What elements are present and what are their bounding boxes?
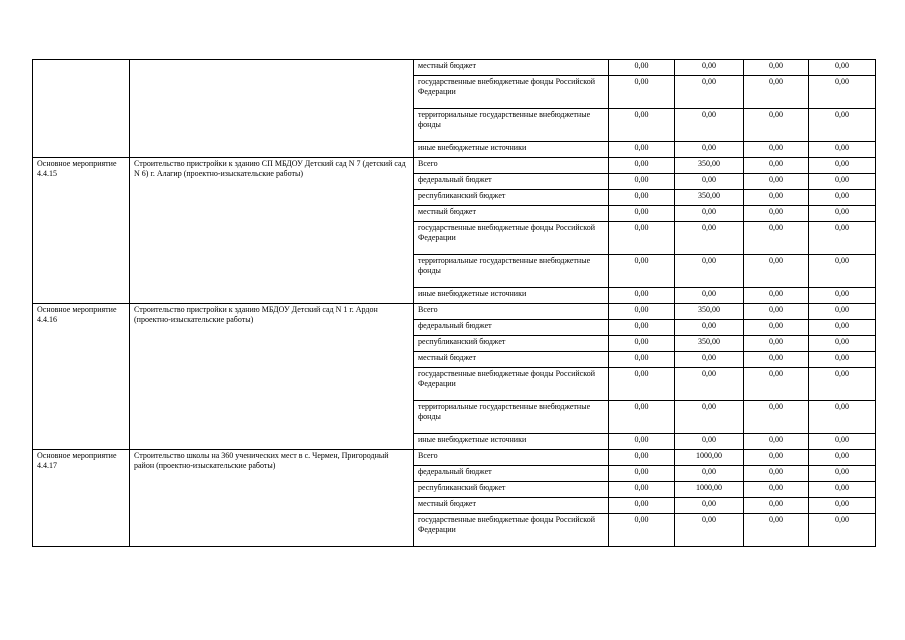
amount-cell: 0,00 (609, 336, 675, 352)
amount-cell: 0,00 (609, 434, 675, 450)
amount-cell: 0,00 (744, 222, 809, 255)
funding-source-cell: государственные внебюджетные фонды Российской Федерации (414, 514, 609, 547)
table-row (33, 304, 876, 320)
amount-cell: 0,00 (609, 498, 675, 514)
amount-cell: 0,00 (809, 466, 876, 482)
amount-cell: 0,00 (744, 304, 809, 320)
table-row (33, 158, 876, 174)
amount-cell: 0,00 (609, 206, 675, 222)
amount-cell: 0,00 (675, 352, 744, 368)
amount-cell: 0,00 (744, 450, 809, 466)
event-cell (33, 60, 130, 158)
event-cell: Основное мероприятие 4.4.17 (33, 450, 130, 547)
amount-cell: 0,00 (744, 190, 809, 206)
amount-cell: 0,00 (609, 514, 675, 547)
amount-cell: 0,00 (609, 352, 675, 368)
amount-cell: 350,00 (675, 190, 744, 206)
amount-cell: 0,00 (609, 288, 675, 304)
funding-source-cell: Всего (414, 450, 609, 466)
amount-cell: 0,00 (809, 304, 876, 320)
funding-source-cell: Всего (414, 304, 609, 320)
amount-cell: 0,00 (675, 434, 744, 450)
amount-cell: 0,00 (744, 60, 809, 76)
amount-cell: 0,00 (609, 466, 675, 482)
amount-cell: 0,00 (809, 288, 876, 304)
budget-table (32, 59, 876, 547)
funding-source-cell: федеральный бюджет (414, 320, 609, 336)
funding-source-cell: государственные внебюджетные фонды Российской Федерации (414, 368, 609, 401)
funding-source-cell: территориальные государственные внебюджетные фонды (414, 109, 609, 142)
amount-cell: 0,00 (744, 498, 809, 514)
amount-cell: 0,00 (609, 158, 675, 174)
amount-cell: 0,00 (809, 206, 876, 222)
amount-cell: 0,00 (609, 109, 675, 142)
amount-cell: 0,00 (675, 174, 744, 190)
amount-cell: 0,00 (744, 434, 809, 450)
funding-source-cell: республиканский бюджет (414, 482, 609, 498)
amount-cell: 0,00 (675, 401, 744, 434)
amount-cell: 0,00 (809, 482, 876, 498)
amount-cell: 0,00 (609, 222, 675, 255)
amount-cell: 0,00 (609, 174, 675, 190)
project-name-cell: Строительство школы на 360 ученических мест в с. Чермен, Пригородный район (проектно-изыскательские работы) (130, 450, 414, 547)
amount-cell: 0,00 (609, 320, 675, 336)
amount-cell: 0,00 (609, 368, 675, 401)
amount-cell: 0,00 (809, 76, 876, 109)
event-cell: Основное мероприятие 4.4.16 (33, 304, 130, 450)
amount-cell: 0,00 (809, 142, 876, 158)
amount-cell: 0,00 (609, 482, 675, 498)
funding-source-cell: федеральный бюджет (414, 466, 609, 482)
amount-cell: 0,00 (809, 158, 876, 174)
amount-cell: 0,00 (744, 336, 809, 352)
amount-cell: 0,00 (675, 60, 744, 76)
funding-source-cell: республиканский бюджет (414, 336, 609, 352)
funding-source-cell: иные внебюджетные источники (414, 434, 609, 450)
amount-cell: 0,00 (744, 514, 809, 547)
amount-cell: 0,00 (744, 255, 809, 288)
amount-cell: 0,00 (675, 76, 744, 109)
funding-source-cell: иные внебюджетные источники (414, 288, 609, 304)
amount-cell: 0,00 (809, 174, 876, 190)
amount-cell: 0,00 (744, 466, 809, 482)
amount-cell: 0,00 (809, 450, 876, 466)
amount-cell: 0,00 (675, 368, 744, 401)
amount-cell: 0,00 (675, 109, 744, 142)
amount-cell: 0,00 (675, 142, 744, 158)
project-name-cell: Строительство пристройки к зданию СП МБДОУ Детский сад N 7 (детский сад N 6) г. Алагир (проектно-изыскательские работы) (130, 158, 414, 304)
project-name-cell (130, 60, 414, 158)
amount-cell: 0,00 (744, 368, 809, 401)
amount-cell: 0,00 (809, 222, 876, 255)
table-row (33, 450, 876, 466)
funding-source-cell: местный бюджет (414, 352, 609, 368)
amount-cell: 0,00 (744, 76, 809, 109)
amount-cell: 0,00 (809, 109, 876, 142)
amount-cell: 0,00 (609, 142, 675, 158)
amount-cell: 0,00 (809, 434, 876, 450)
amount-cell: 0,00 (809, 514, 876, 547)
amount-cell: 0,00 (609, 76, 675, 109)
amount-cell: 0,00 (744, 352, 809, 368)
funding-source-cell: территориальные государственные внебюджетные фонды (414, 255, 609, 288)
amount-cell: 0,00 (609, 190, 675, 206)
amount-cell: 0,00 (744, 174, 809, 190)
amount-cell: 0,00 (675, 222, 744, 255)
event-cell: Основное мероприятие 4.4.15 (33, 158, 130, 304)
amount-cell: 0,00 (675, 288, 744, 304)
amount-cell: 0,00 (809, 336, 876, 352)
amount-cell: 0,00 (675, 466, 744, 482)
amount-cell: 0,00 (675, 498, 744, 514)
amount-cell: 350,00 (675, 336, 744, 352)
amount-cell: 0,00 (744, 320, 809, 336)
funding-source-cell: местный бюджет (414, 498, 609, 514)
amount-cell: 0,00 (809, 368, 876, 401)
amount-cell: 0,00 (609, 401, 675, 434)
amount-cell: 0,00 (809, 190, 876, 206)
amount-cell: 0,00 (609, 450, 675, 466)
amount-cell: 1000,00 (675, 482, 744, 498)
amount-cell: 0,00 (809, 352, 876, 368)
amount-cell: 1000,00 (675, 450, 744, 466)
funding-source-cell: местный бюджет (414, 206, 609, 222)
amount-cell: 0,00 (809, 320, 876, 336)
funding-source-cell: государственные внебюджетные фонды Российской Федерации (414, 76, 609, 109)
amount-cell: 0,00 (809, 255, 876, 288)
amount-cell: 0,00 (744, 142, 809, 158)
funding-source-cell: республиканский бюджет (414, 190, 609, 206)
amount-cell: 0,00 (675, 206, 744, 222)
amount-cell: 350,00 (675, 304, 744, 320)
amount-cell: 350,00 (675, 158, 744, 174)
funding-source-cell: иные внебюджетные источники (414, 142, 609, 158)
project-name-cell: Строительство пристройки к зданию МБДОУ Детский сад N 1 г. Ардон (проектно-изыскательские работы) (130, 304, 414, 450)
amount-cell: 0,00 (744, 482, 809, 498)
amount-cell: 0,00 (744, 158, 809, 174)
amount-cell: 0,00 (744, 206, 809, 222)
funding-source-cell: федеральный бюджет (414, 174, 609, 190)
amount-cell: 0,00 (609, 255, 675, 288)
funding-source-cell: государственные внебюджетные фонды Российской Федерации (414, 222, 609, 255)
amount-cell: 0,00 (675, 320, 744, 336)
amount-cell: 0,00 (809, 401, 876, 434)
funding-source-cell: местный бюджет (414, 60, 609, 76)
amount-cell: 0,00 (744, 401, 809, 434)
amount-cell: 0,00 (744, 288, 809, 304)
amount-cell: 0,00 (609, 60, 675, 76)
table-row (33, 60, 876, 76)
amount-cell: 0,00 (675, 514, 744, 547)
amount-cell: 0,00 (744, 109, 809, 142)
amount-cell: 0,00 (809, 498, 876, 514)
amount-cell: 0,00 (675, 255, 744, 288)
amount-cell: 0,00 (809, 60, 876, 76)
funding-source-cell: Всего (414, 158, 609, 174)
funding-source-cell: территориальные государственные внебюджетные фонды (414, 401, 609, 434)
amount-cell: 0,00 (609, 304, 675, 320)
